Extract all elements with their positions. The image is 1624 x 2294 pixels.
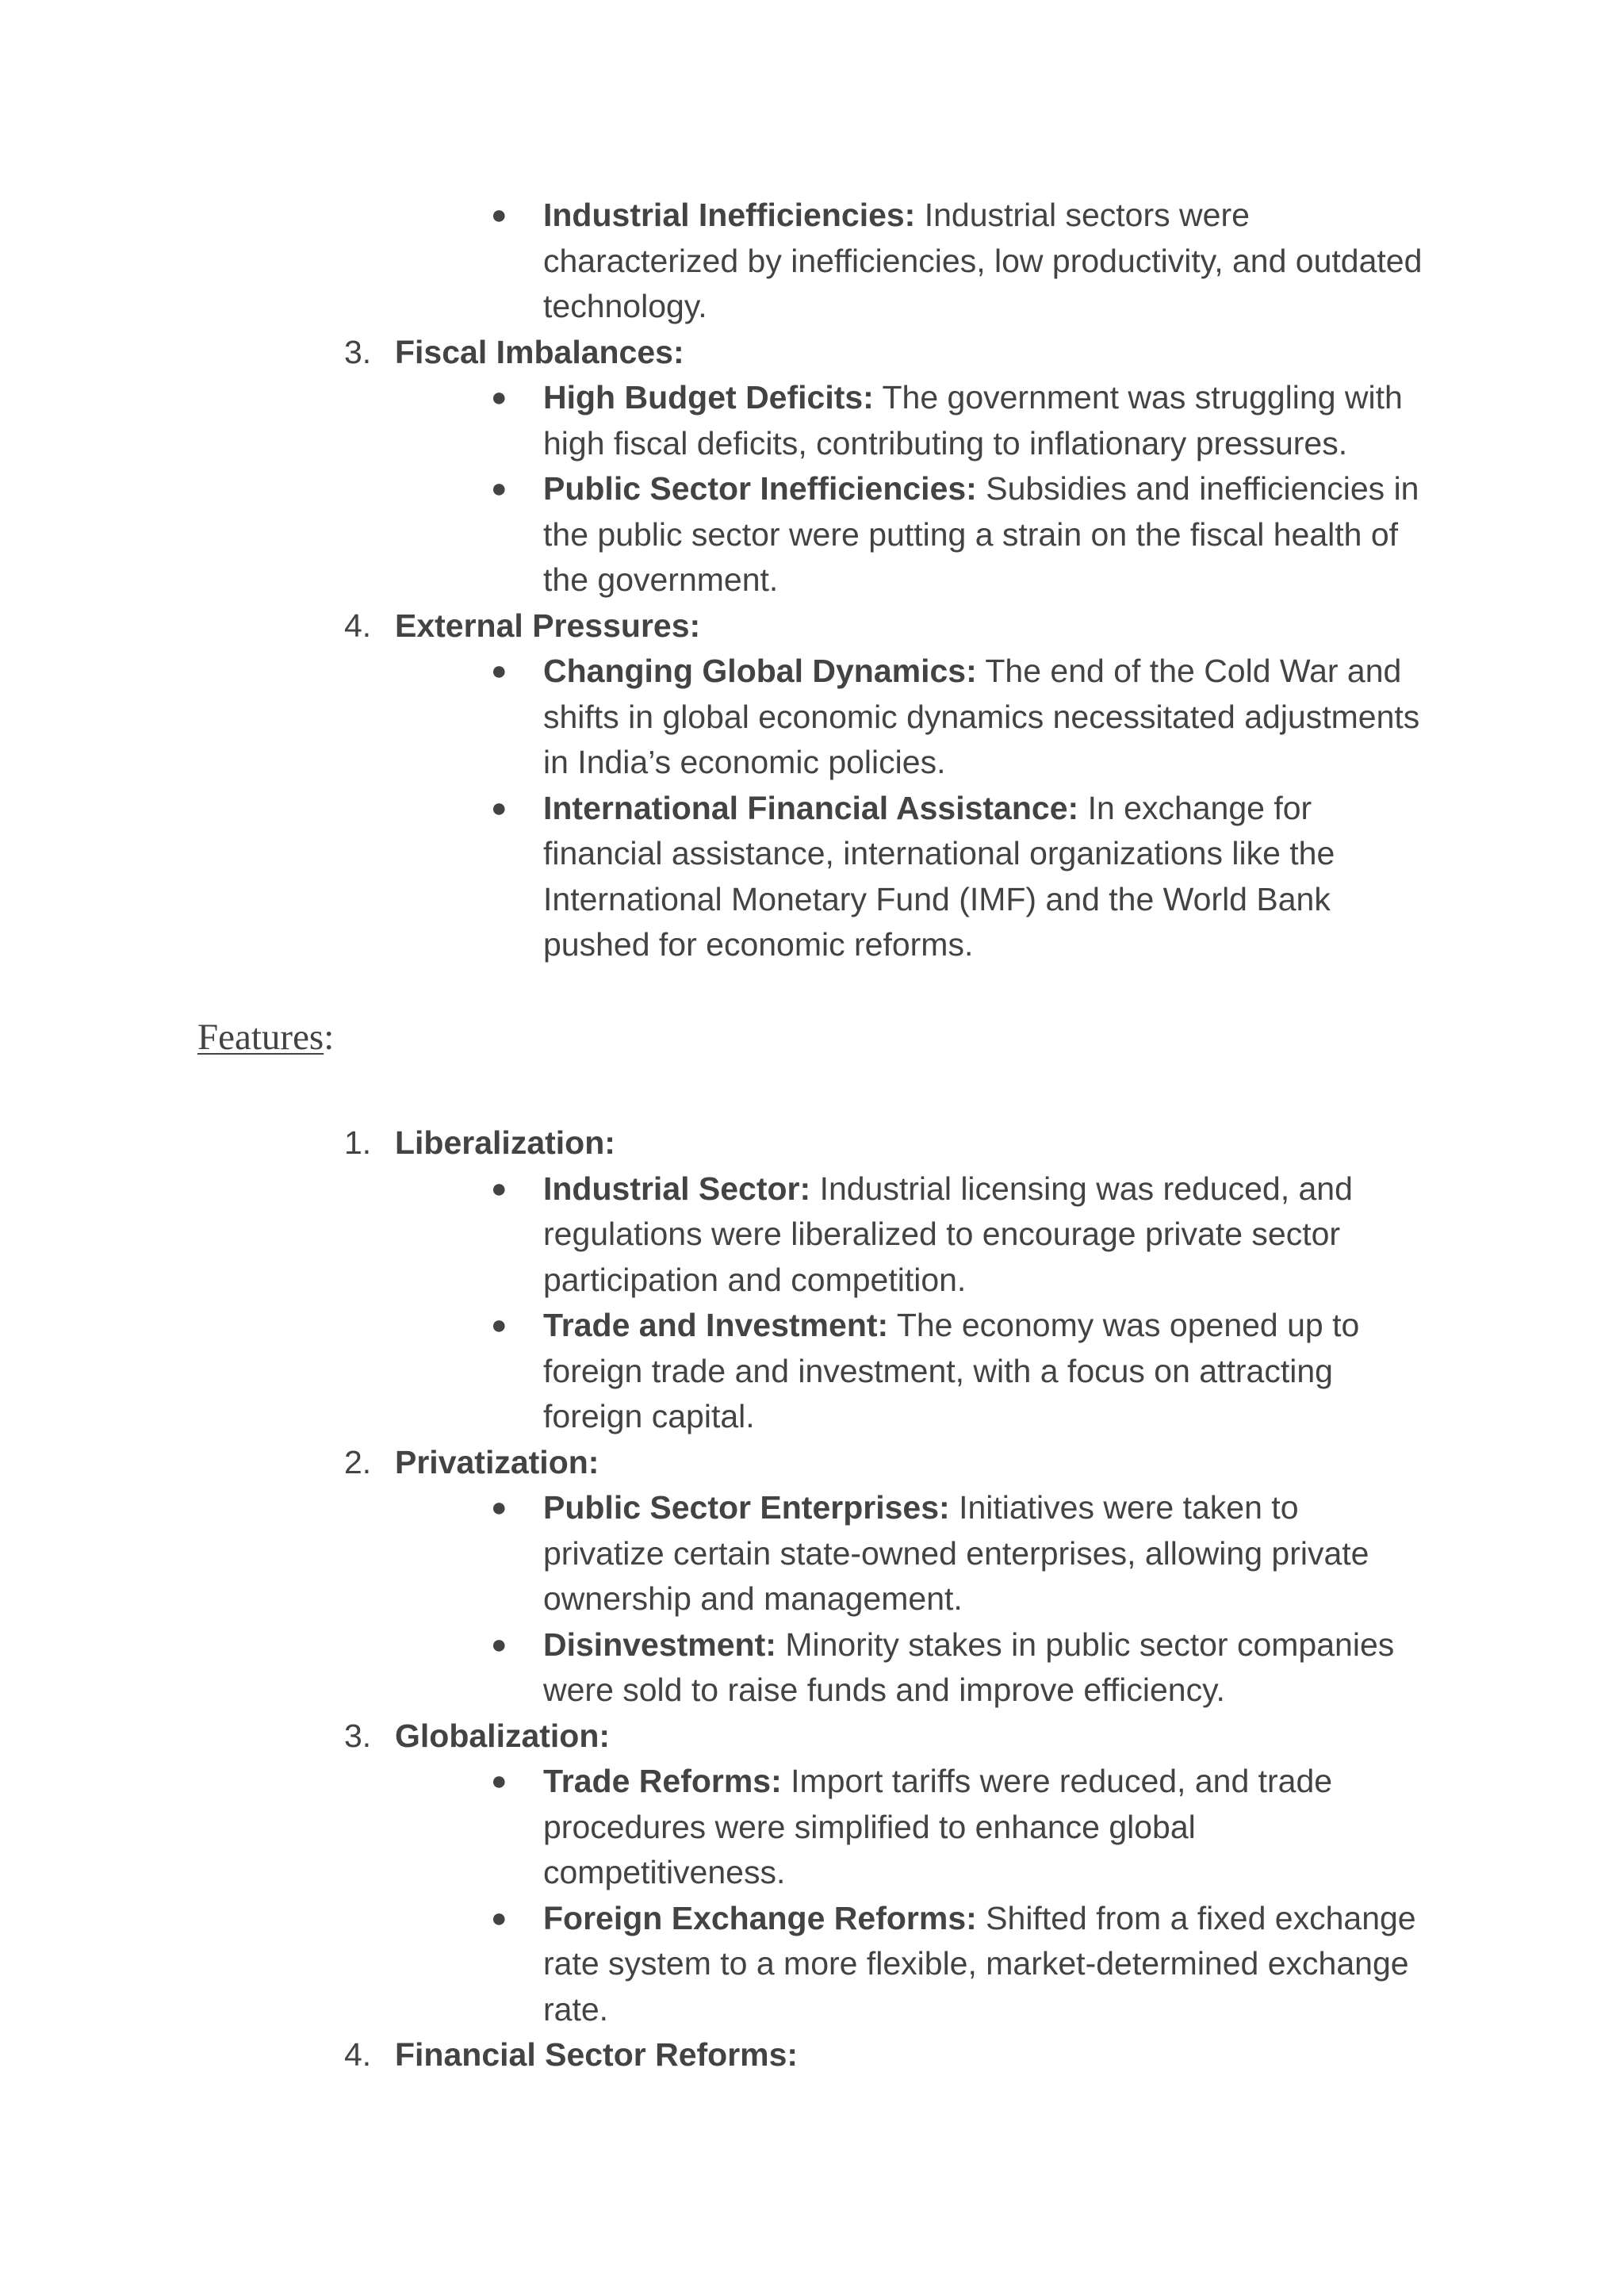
bullet-label: Disinvestment: bbox=[543, 1626, 776, 1663]
bullet-label: Changing Global Dynamics: bbox=[543, 653, 977, 689]
bullet-icon: ● bbox=[491, 1173, 508, 1204]
bullet-label: Industrial Sector: bbox=[543, 1170, 811, 1207]
list-item bbox=[0, 1303, 1423, 1440]
features-heading-text: Features bbox=[197, 1017, 324, 1058]
bullet-icon: ● bbox=[491, 1310, 508, 1340]
list-item-title: Globalization: bbox=[395, 1717, 611, 1754]
bullet-label: High Budget Deficits: bbox=[543, 379, 874, 416]
feature-item-globalization bbox=[0, 1714, 1624, 2033]
bullet-list bbox=[0, 1166, 1624, 1440]
feature-item-privatization bbox=[0, 1440, 1624, 1714]
bullet-label: International Financial Assistance: bbox=[543, 789, 1079, 826]
bullet-label: Trade and Investment: bbox=[543, 1307, 889, 1343]
bullet-icon: ● bbox=[491, 792, 508, 823]
feature-item-financial-sector-reforms bbox=[0, 2032, 1624, 2078]
bullet-text: Subsidies and inefficiencies in the public sector were putting a strain on the fiscal health of the government. bbox=[543, 470, 1419, 598]
bullet-text: In exchange for financial assistance, international organizations like the International Monetary Fund (IMF) and the World Bank pushed for economic reforms. bbox=[543, 789, 1335, 963]
bullet-icon: ● bbox=[491, 1902, 508, 1933]
list-item bbox=[0, 466, 1423, 603]
bullet-text: Industrial sectors were characterized by inefficiencies, low productivity, and outdated technology. bbox=[543, 197, 1423, 324]
bullet-icon: ● bbox=[491, 1766, 508, 1796]
list-number: 4. bbox=[344, 2036, 372, 2073]
bullet-text: The government was struggling with high fiscal deficits, contributing to inflationary pressures. bbox=[543, 379, 1403, 461]
bullet-text: Initiatives were taken to privatize certain state-owned enterprises, allowing private ownership and management. bbox=[543, 1489, 1369, 1617]
list-item bbox=[0, 1896, 1423, 2033]
feature-item-liberalization bbox=[0, 1120, 1624, 1440]
list-item-title: Liberalization: bbox=[395, 1124, 615, 1161]
continued-bullet-list bbox=[0, 193, 1624, 330]
bullet-icon: ● bbox=[491, 1629, 508, 1660]
bullet-list bbox=[0, 1485, 1624, 1714]
list-item-title: External Pressures: bbox=[395, 607, 701, 644]
list-item-title: Privatization: bbox=[395, 1443, 599, 1480]
bullet-text: Shifted from a fixed exchange rate system to a more flexible, market-determined exchange rate. bbox=[543, 1899, 1416, 2028]
bullet-icon: ● bbox=[491, 200, 508, 230]
list-number: 4. bbox=[344, 607, 372, 644]
features-heading bbox=[197, 1013, 334, 1061]
list-item bbox=[0, 375, 1423, 466]
bullet-label: Industrial Inefficiencies: bbox=[543, 197, 916, 233]
bullet-list bbox=[0, 375, 1624, 603]
list-item bbox=[0, 786, 1423, 968]
list-item bbox=[0, 1166, 1423, 1304]
list-item bbox=[0, 1759, 1423, 1896]
bullet-icon: ● bbox=[491, 1492, 508, 1522]
cause-item-external-pressures bbox=[0, 603, 1624, 968]
bullet-icon: ● bbox=[491, 382, 508, 412]
list-number: 1. bbox=[344, 1124, 372, 1161]
list-item bbox=[0, 649, 1423, 786]
bullet-label: Public Sector Inefficiencies: bbox=[543, 470, 977, 507]
bullet-text: Import tariffs were reduced, and trade procedures were simplified to enhance global competitiveness. bbox=[543, 1763, 1333, 1890]
bullet-label: Foreign Exchange Reforms: bbox=[543, 1899, 977, 1936]
bullet-text: Industrial licensing was reduced, and regulations were liberalized to encourage private sector participation and competition. bbox=[543, 1170, 1353, 1298]
list-item bbox=[0, 1622, 1423, 1714]
bullet-list bbox=[0, 1759, 1624, 2032]
list-item-title: Fiscal Imbalances: bbox=[395, 333, 684, 370]
bullet-text: Minority stakes in public sector companies were sold to raise funds and improve efficiency. bbox=[543, 1626, 1395, 1708]
bullet-text: The end of the Cold War and shifts in global economic dynamics necessitated adjustments in India’s economic policies. bbox=[543, 653, 1420, 780]
bullet-label: Public Sector Enterprises: bbox=[543, 1489, 950, 1526]
bullet-label: Trade Reforms: bbox=[543, 1763, 782, 1799]
list-item-title: Financial Sector Reforms: bbox=[395, 2036, 799, 2073]
bullet-text: The economy was opened up to foreign trade and investment, with a focus on attracting foreign capital. bbox=[543, 1307, 1360, 1434]
list-number: 3. bbox=[344, 333, 372, 370]
bullet-list bbox=[0, 649, 1624, 968]
list-item bbox=[0, 1485, 1423, 1622]
bullet-icon: ● bbox=[491, 473, 508, 504]
features-section bbox=[0, 1120, 1624, 2078]
list-number: 3. bbox=[344, 1717, 372, 1754]
causes-section bbox=[0, 193, 1624, 968]
list-number: 2. bbox=[344, 1443, 372, 1480]
cause-item-fiscal-imbalances bbox=[0, 330, 1624, 603]
list-item bbox=[0, 193, 1423, 330]
features-heading-colon: : bbox=[324, 1017, 335, 1058]
bullet-icon: ● bbox=[491, 656, 508, 686]
